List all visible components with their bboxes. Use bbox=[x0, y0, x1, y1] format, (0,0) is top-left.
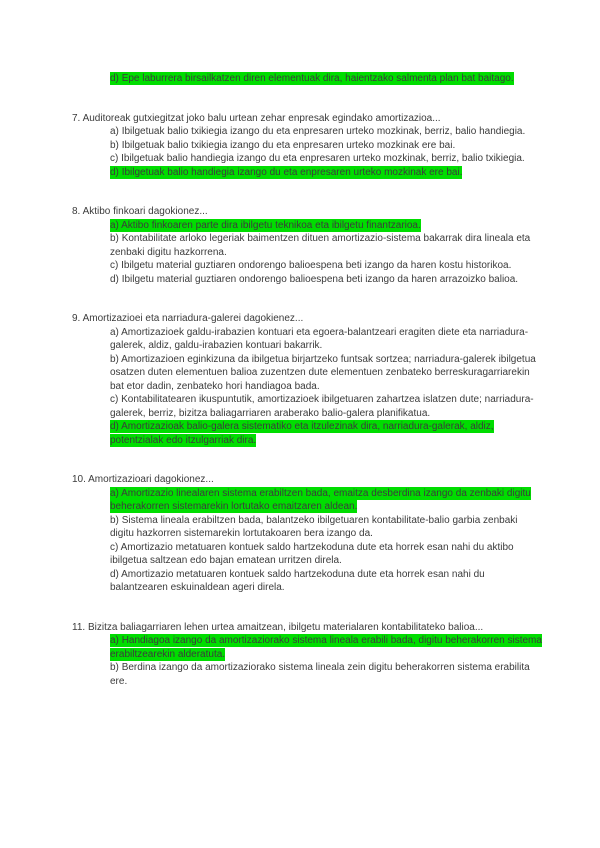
answer-option bbox=[110, 353, 542, 394]
option-text: Kontabilitate arloko legeriak baimentzen dituen amortizazio-sistema bakarrak dira lineala eta zenbaki digitu hazkorrena. bbox=[110, 233, 531, 258]
question-number: 10. bbox=[72, 474, 86, 485]
answer-option bbox=[110, 514, 542, 541]
answer bbox=[110, 354, 536, 392]
option-label: d) bbox=[110, 421, 119, 432]
question-text: Amortizazioei eta narriadura-galerei dagokienez... bbox=[82, 313, 304, 324]
option-text: Epe laburrera birsailkatzen diren elementuak dira, haientzako salmenta plan bat baitago. bbox=[121, 73, 514, 84]
highlighted-answer bbox=[110, 72, 514, 85]
option-label: c) bbox=[110, 260, 119, 271]
question-11 bbox=[72, 621, 542, 689]
question-9 bbox=[72, 312, 542, 447]
option-label: b) bbox=[110, 353, 119, 365]
answer-option bbox=[110, 420, 542, 447]
answer-option bbox=[110, 273, 542, 287]
question-title bbox=[72, 112, 542, 126]
option-label: c) bbox=[110, 541, 119, 553]
answer-option bbox=[110, 166, 542, 180]
option-label: d) bbox=[110, 166, 119, 178]
answer-option bbox=[110, 393, 542, 420]
options-list bbox=[110, 487, 542, 595]
option-text: Amortizazioen eginkizuna da ibilgetua birjartzeko funtsak sortzea; narriadura-galerek ibilgetua osatzen duten elementuen balioa zuzentzen dute elementuen zenbateko berreskuragarriarekin bat etor dadin, zenbateko hori handiagoa bada. bbox=[110, 353, 536, 392]
option-text: Amortizazioek galdu-irabazien kontuari eta egoera-balantzeari eragiten diete eta narriadura-galerek, aldiz, galdu-irabazien kontuari bakarrik. bbox=[110, 326, 529, 351]
option-label: d) bbox=[110, 568, 119, 580]
answer bbox=[110, 569, 485, 594]
question-title bbox=[72, 312, 542, 326]
answer bbox=[110, 274, 518, 285]
answer bbox=[110, 515, 518, 540]
option-text: Amortizazioak balio-galera sistematiko eta itzulezinak dira, narriadura-galerak, aldiz, potentzialak edo itzulgarriak dira. bbox=[110, 421, 494, 446]
answer-option bbox=[110, 219, 542, 233]
answer-option bbox=[110, 568, 542, 595]
answer bbox=[110, 260, 511, 271]
highlighted-answer bbox=[110, 634, 542, 661]
option-text: Ibilgetuak balio handiegia izango du eta enpresaren urteko mozkinak, berriz, balio txikiegia. bbox=[121, 153, 525, 164]
highlighted-answer bbox=[110, 219, 421, 232]
highlighted-answer bbox=[110, 166, 462, 179]
answer-option bbox=[110, 326, 542, 353]
option-label: a) bbox=[110, 487, 119, 499]
answer-option bbox=[110, 139, 542, 153]
answer-option bbox=[110, 152, 542, 166]
options-list bbox=[110, 125, 542, 179]
question-number: 11. bbox=[72, 621, 86, 633]
option-text: Ibilgetuak balio txikiegia izango du eta enpresaren urteko mozkinak, berriz, balio handiegia. bbox=[121, 126, 526, 137]
answer bbox=[110, 233, 530, 258]
option-label: a) bbox=[110, 126, 119, 137]
option-label: c) bbox=[110, 153, 119, 164]
option-text: Kontabilitatearen ikuspuntutik, amortizazioek ibilgetuaren zahartzea islatzen dute; narriadura-galerek, berriz, bizitza baliagarriaren araberako balio-galera planifikatua. bbox=[110, 394, 534, 419]
option-label: b) bbox=[110, 662, 119, 673]
options-list bbox=[110, 219, 542, 287]
answer-option bbox=[110, 259, 542, 273]
answer bbox=[110, 140, 455, 151]
option-label: a) bbox=[110, 635, 119, 646]
question-title bbox=[72, 473, 542, 487]
option-text: Ibilgetu material guztiaren ondorengo balioespena beti izango da haren kostu historikoa. bbox=[121, 260, 512, 271]
question-text: Aktibo finkoari dagokionez... bbox=[82, 206, 208, 217]
question-text: Amortizazioari dagokionez... bbox=[88, 474, 214, 485]
option-text: Ibilgetu material guztiaren ondorengo balioespena beti izango da haren arrazoizko balioa. bbox=[121, 273, 519, 285]
option-text: Ibilgetuak balio txikiegia izango du eta enpresaren urteko mozkinak ere bai. bbox=[121, 139, 456, 151]
option-text: Amortizazio metatuaren kontuek saldo hartzekoduna dute eta horrek esan nahi du balantzearen eskuinaldean ageri direla. bbox=[110, 568, 485, 593]
answer-option bbox=[110, 232, 542, 259]
question-10 bbox=[72, 473, 542, 595]
options-list bbox=[110, 634, 542, 688]
answer bbox=[110, 394, 534, 419]
answer bbox=[110, 542, 514, 567]
answer-option bbox=[110, 487, 542, 514]
option-text: Ibilgetuak balio handiegia izango du eta enpresaren urteko mozkinak ere bai. bbox=[121, 166, 463, 178]
answer-option bbox=[110, 661, 542, 688]
answer-option bbox=[110, 541, 542, 568]
answer bbox=[110, 126, 525, 137]
answer bbox=[110, 662, 530, 687]
question-title bbox=[72, 205, 542, 219]
answer-option bbox=[110, 72, 542, 86]
option-label: d) bbox=[110, 273, 119, 285]
question-number: 9. bbox=[72, 313, 81, 324]
option-label: d) bbox=[110, 73, 119, 84]
question-text: Auditoreak gutxiegitzat joko balu urtean zehar enpresak egindako amortizazioa... bbox=[82, 112, 441, 124]
option-text: Aktibo finkoaren parte dira ibilgetu teknikoa eta ibilgetu finantzarioa. bbox=[121, 219, 421, 231]
option-label: b) bbox=[110, 139, 119, 151]
option-label: a) bbox=[110, 219, 119, 231]
option-text: Handiagoa izango da amortizaziorako sistema lineala erabili bada, digitu beherakorren sistema erabiltzearekin alderatuta. bbox=[110, 635, 542, 660]
question-text: Bizitza baliagarriaren lehen urtea amaitzean, ibilgetu materialaren kontabilitateko balioa... bbox=[87, 621, 484, 633]
option-text: Amortizazio metatuaren kontuek saldo hartzekoduna dute eta horrek esan nahi du aktibo ibilgetua saltzean edo bajan ematean urritzen direla. bbox=[110, 541, 514, 566]
question-title bbox=[72, 621, 542, 635]
option-label: b) bbox=[110, 514, 119, 526]
answer-option bbox=[110, 125, 542, 139]
option-label: c) bbox=[110, 394, 119, 405]
continuation-fragment bbox=[110, 72, 542, 86]
question-number: 8. bbox=[72, 206, 81, 217]
options-list bbox=[110, 326, 542, 448]
answer bbox=[110, 327, 528, 352]
answer-option bbox=[110, 634, 542, 661]
question-7 bbox=[72, 112, 542, 180]
answer bbox=[110, 153, 525, 164]
option-text: Sistema lineala erabiltzen bada, balantzeko ibilgetuaren kontabilitate-balio garbia zenbaki digitu hazkorren sistemarekin lortutakoaren bera izango da. bbox=[110, 514, 518, 539]
option-text: Amortizazio linealaren sistema erabiltzen bada, emaitza desberdina izango da zenbaki digitu beherakorren sistemarekin lortutako emaitzaren aldean. bbox=[110, 487, 531, 512]
question-number: 7. bbox=[72, 112, 81, 124]
highlighted-answer bbox=[110, 420, 494, 447]
highlighted-answer bbox=[110, 487, 531, 514]
option-text: Berdina izango da amortizaziorako sistema lineala zein digitu beherakorren sistema erabilita ere. bbox=[110, 662, 530, 687]
option-label: a) bbox=[110, 326, 119, 338]
option-label: b) bbox=[110, 233, 119, 244]
question-8 bbox=[72, 205, 542, 286]
